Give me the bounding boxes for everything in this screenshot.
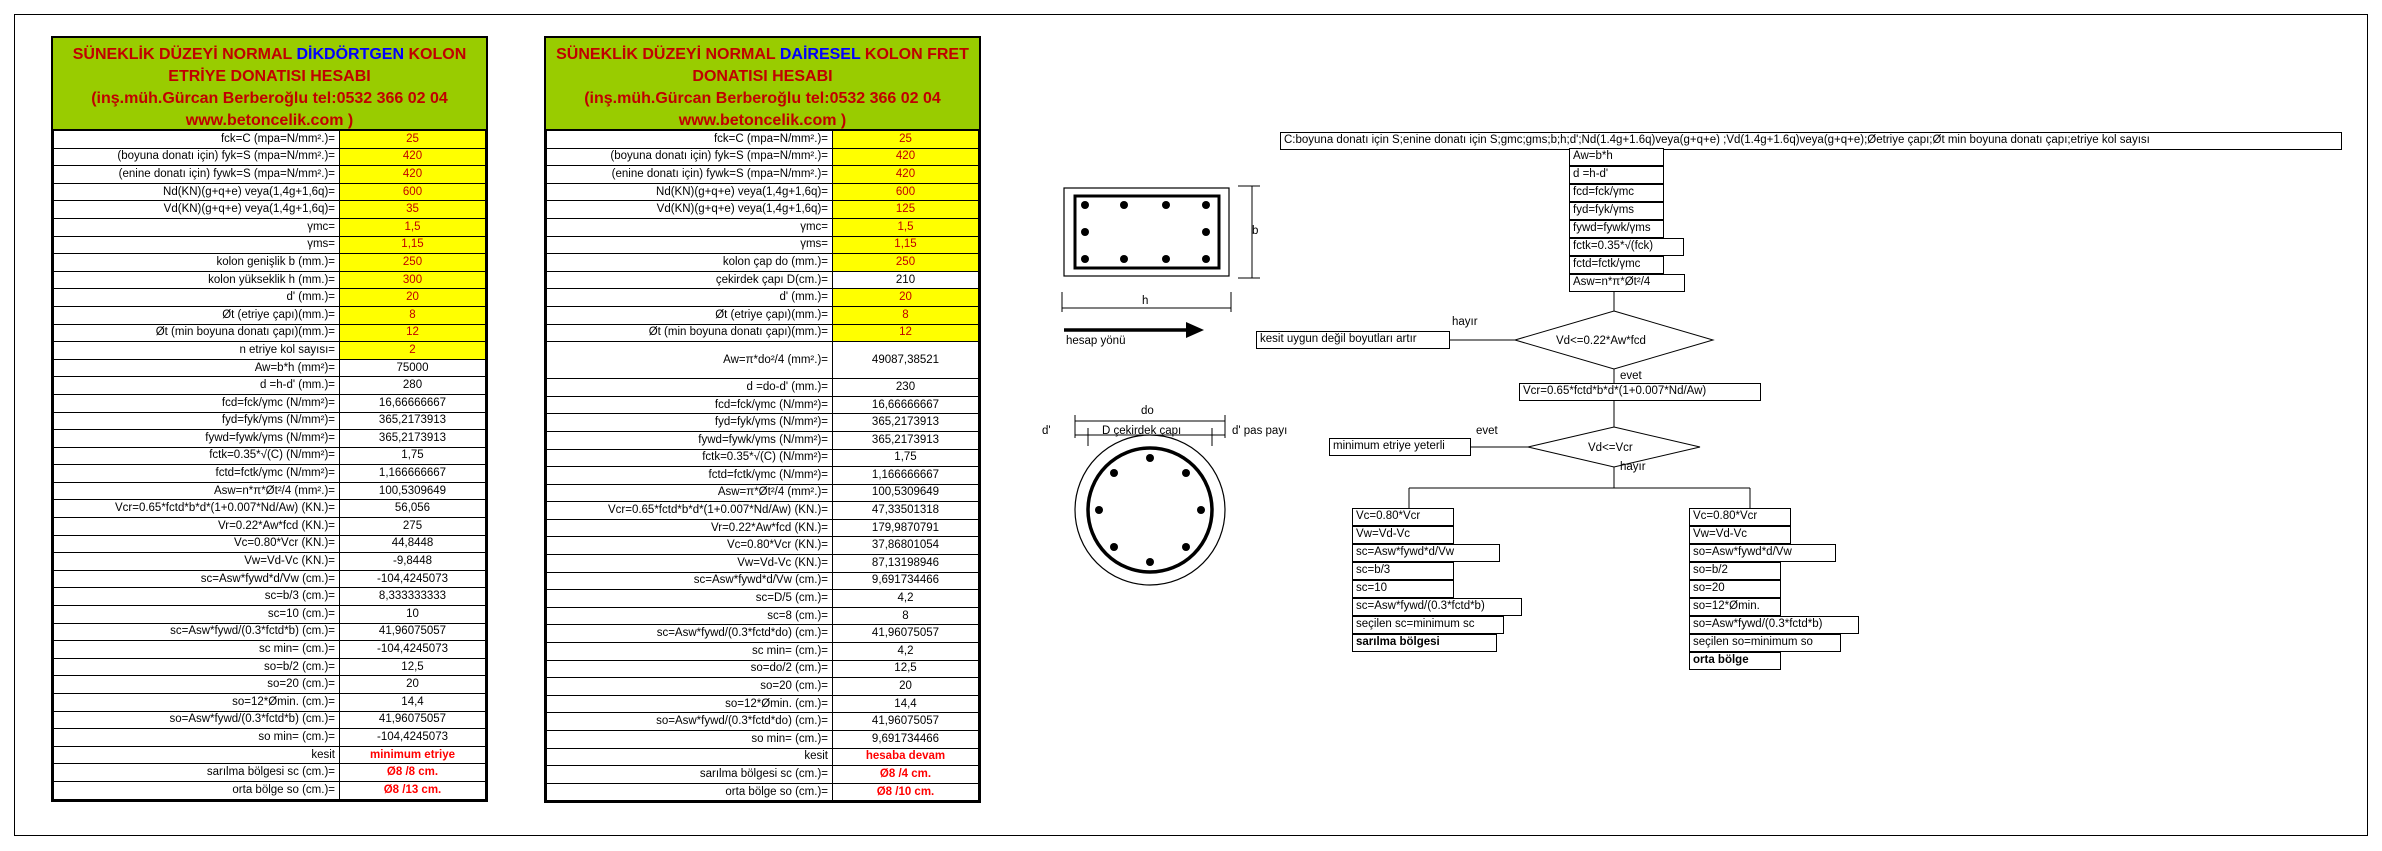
value-cell: 10 [340,606,486,624]
input-cell[interactable]: 35 [340,201,486,219]
value-cell: 12,5 [340,658,486,676]
value-cell: -104,4245073 [340,641,486,659]
row-label: Vc=0.80*Vcr (KN.)= [547,537,833,555]
input-cell[interactable]: 8 [833,306,979,324]
row-label: d' (mm.)= [547,289,833,307]
input-cell[interactable]: 600 [340,183,486,201]
row-label: so=20 (cm.)= [547,678,833,696]
input-cell[interactable]: 600 [833,183,979,201]
input-cell[interactable]: 420 [833,166,979,184]
branch-label-yes: evet [1620,370,1642,382]
website-text: www.betoncelik.com ) [678,112,847,129]
value-cell: 16,66666667 [340,394,486,412]
value-cell: 20 [340,676,486,694]
row-label: Aw=b*h (mm²)= [54,359,340,377]
value-cell: Ø8 /4 cm. [833,766,979,784]
row-label: Øt (min boyuna donatı çapı)(mm.)= [54,324,340,342]
row-label: sc=Asw*fywd/(0.3*fctd*b) (cm.)= [54,623,340,641]
value-cell: 1,75 [340,447,486,465]
row-label: sc=8 (cm.)= [547,607,833,625]
vcr-formula-box: Vcr=0.65*fctd*b*d*(1+0.007*Nd/Aw) [1519,383,1761,401]
row-label: so=Asw*fywd/(0.3*fctd*b) (cm.)= [54,711,340,729]
dim-label-h: h [1142,295,1149,307]
input-cell[interactable]: 1,5 [833,218,979,236]
row-label: d' (mm.)= [54,289,340,307]
flow-step-box: fyd=fyk/γms [1569,202,1664,220]
decision-shear-limit: Vd<=0.22*Aw*fcd [1556,335,1646,347]
flow-step-box: sc=Asw*fywd*d/Vw [1352,544,1500,562]
title-keyword: DİKDÖRTGEN [296,46,405,63]
value-cell: 1,166666667 [340,465,486,483]
input-cell[interactable]: 1,15 [340,236,486,254]
title-text: ETRİYE DONATISI HESABI [168,68,371,85]
value-cell: 275 [340,518,486,536]
row-label: orta bölge so (cm.)= [547,783,833,801]
value-cell: 44,8448 [340,535,486,553]
value-cell: 16,66666667 [833,396,979,414]
value-cell: 37,86801054 [833,537,979,555]
input-cell[interactable]: 2 [340,342,486,360]
row-label: kolon genişlik b (mm.)= [54,254,340,272]
value-cell: 56,056 [340,500,486,518]
value-cell: Ø8 /13 cm. [340,781,486,799]
row-label: Vcr=0.65*fctd*b*d*(1+0.007*Nd/Aw) (KN.)= [54,500,340,518]
title-text: DONATISI HESABI [692,68,833,85]
website-text: www.betoncelik.com ) [185,112,354,129]
value-cell: -9,8448 [340,553,486,571]
row-label: γmc= [547,218,833,236]
flow-step-box: seçilen sc=minimum sc [1352,616,1504,634]
row-label: kolon yükseklik h (mm.)= [54,271,340,289]
row-label: fcd=fck/γmc (N/mm²)= [547,396,833,414]
flow-step-box: fctd=fctk/γmc [1569,256,1664,274]
row-label: sarılma bölgesi sc (cm.)= [54,764,340,782]
row-label: fctk=0.35*√(C) (N/mm²)= [547,449,833,467]
row-label: d =h-d' (mm.)= [54,377,340,395]
row-label: (boyuna donatı için) fyk=S (mpa=N/mm².)= [54,148,340,166]
flow-step-box: Aw=b*h [1569,148,1664,166]
author-contact: (inş.müh.Gürcan Berberoğlu tel:0532 366 02 04 [584,90,941,107]
branch-label-no: hayır [1452,316,1478,328]
value-cell: 365,2173913 [340,430,486,448]
flow-step-box: sarılma bölgesi [1352,634,1497,652]
input-cell[interactable]: 25 [833,131,979,149]
value-cell: 9,691734466 [833,572,979,590]
value-cell: minimum etriye [340,746,486,764]
row-label: fyd=fyk/γms (N/mm²)= [54,412,340,430]
row-label: sc=Asw*fywd*d/Vw (cm.)= [54,570,340,588]
row-label: so=Asw*fywd/(0.3*fctd*do) (cm.)= [547,713,833,731]
value-cell: 41,96075057 [340,711,486,729]
min-stirrup-box: minimum etriye yeterli [1329,438,1471,456]
row-label: Øt (etriye çapı)(mm.)= [54,306,340,324]
flow-step-box: seçilen so=minimum so [1689,634,1841,652]
value-cell: 41,96075057 [340,623,486,641]
circular-section-sketch [1075,415,1225,585]
flow-step-box: orta bölge [1689,652,1781,670]
value-cell: 365,2173913 [833,431,979,449]
dim-label-b: b [1252,225,1259,237]
row-label: so min= (cm.)= [54,729,340,747]
row-label: sc=D/5 (cm.)= [547,590,833,608]
row-label: Øt (min boyuna donatı çapı)(mm.)= [547,324,833,342]
row-label: çekirdek çapı D(cm.)= [547,271,833,289]
row-label: fywd=fywk/γms (N/mm²)= [547,431,833,449]
row-label: Vw=Vd-Vc (KN.)= [547,555,833,573]
flow-step-box: fcd=fck/γmc [1569,184,1664,202]
row-label: d =do-d' (mm.)= [547,379,833,397]
row-label: Øt (etriye çapı)(mm.)= [547,306,833,324]
value-cell: 47,33501318 [833,502,979,520]
row-label: γms= [54,236,340,254]
value-cell: 4,2 [833,590,979,608]
input-cell[interactable]: 420 [833,148,979,166]
value-cell: 365,2173913 [833,414,979,432]
flow-step-box: so=20 [1689,580,1781,598]
title-text: SÜNEKLİK DÜZEYİ NORMAL [72,46,297,63]
value-cell: 1,75 [833,449,979,467]
row-label: fctk=0.35*√(C) (N/mm²)= [54,447,340,465]
title-text: KOLON FRET [860,46,969,63]
row-label: fctd=fctk/γmc (N/mm²)= [547,467,833,485]
section-inadequate-box: kesit uygun değil boyutları artır [1256,331,1450,349]
flow-legend: C:boyuna donatı için S;enine donatı için S;gmc;gms;b;h;d';Nd(1.4g+1.6q)veya(g+q+e) ;Vd(1.4g+1.6q)veya(g+q+e);Øetriye çapı;Øt min boyuna donatı çapı;etriye kol sayısı [1280,132,2342,150]
row-label: Nd(KN)(g+q+e) veya(1,4g+1,6q)= [54,183,340,201]
row-label: Nd(KN)(g+q+e) veya(1,4g+1,6q)= [547,183,833,201]
row-label: γmc= [54,218,340,236]
input-cell[interactable]: 250 [340,254,486,272]
flow-step-box: sc=10 [1352,580,1454,598]
row-label: sc=b/3 (cm.)= [54,588,340,606]
row-label: sc=10 (cm.)= [54,606,340,624]
value-cell: 9,691734466 [833,731,979,749]
input-cell[interactable]: 8 [340,306,486,324]
row-label: Vc=0.80*Vcr (KN.)= [54,535,340,553]
direction-label: hesap yönü [1066,335,1126,347]
value-cell: 14,4 [340,694,486,712]
row-label: so=12*Ømin. (cm.)= [54,694,340,712]
value-cell: 87,13198946 [833,555,979,573]
value-cell: Ø8 /8 cm. [340,764,486,782]
value-cell: 20 [833,678,979,696]
value-cell: 8,333333333 [340,588,486,606]
row-label: Vd(KN)(g+q+e) veya(1,4g+1,6q)= [54,201,340,219]
value-cell: 1,166666667 [833,467,979,485]
row-label: sarılma bölgesi sc (cm.)= [547,766,833,784]
dim-label-dprime: d' [1042,425,1051,437]
rect-section-sketch [1062,186,1260,338]
author-contact: (inş.müh.Gürcan Berberoğlu tel:0532 366 02 04 [91,90,448,107]
value-cell: 100,5309649 [833,484,979,502]
input-cell[interactable]: 125 [833,201,979,219]
flow-step-box: sc=Asw*fywd/(0.3*fctd*b) [1352,598,1522,616]
row-label: kesit [54,746,340,764]
row-label: Vr=0.22*Aw*fcd (KN.)= [547,519,833,537]
flow-step-box: so=12*Ømin. [1689,598,1781,616]
row-label: fck=C (mpa=N/mm².)= [54,131,340,149]
flow-step-box: Vw=Vd-Vc [1689,526,1791,544]
row-label: sc=Asw*fywd*d/Vw (cm.)= [547,572,833,590]
row-label: Vcr=0.65*fctd*b*d*(1+0.007*Nd/Aw) (KN.)= [547,502,833,520]
input-cell[interactable]: 1,5 [340,218,486,236]
row-label: Vd(KN)(g+q+e) veya(1,4g+1,6q)= [547,201,833,219]
row-label: fcd=fck/γmc (N/mm²)= [54,394,340,412]
input-cell[interactable]: 12 [833,324,979,342]
value-cell: 12,5 [833,660,979,678]
title-text: SÜNEKLİK DÜZEYİ NORMAL [556,46,780,63]
row-label: fywd=fywk/γms (N/mm²)= [54,430,340,448]
dim-label-core: D çekirdek çapı [1102,425,1182,437]
row-label: n etriye kol sayısı= [54,342,340,360]
value-cell: 49087,38521 [833,342,979,379]
value-cell: 14,4 [833,695,979,713]
value-cell: 230 [833,379,979,397]
flow-step-box: Vc=0.80*Vcr [1689,508,1791,526]
row-label: so=20 (cm.)= [54,676,340,694]
value-cell: 41,96075057 [833,713,979,731]
flow-step-box: so=b/2 [1689,562,1781,580]
flow-step-box: Vw=Vd-Vc [1352,526,1454,544]
flow-step-box: fywd=fywk/γms [1569,220,1664,238]
value-cell: 365,2173913 [340,412,486,430]
flow-step-box: so=Asw*fywd*d/Vw [1689,544,1836,562]
value-cell: 100,5309649 [340,482,486,500]
row-label: (boyuna donatı için) fyk=S (mpa=N/mm².)= [547,148,833,166]
input-cell[interactable]: 12 [340,324,486,342]
row-label: so=12*Ømin. (cm.)= [547,695,833,713]
input-cell[interactable]: 300 [340,271,486,289]
row-label: sc min= (cm.)= [547,643,833,661]
branch-label-no: hayır [1620,461,1646,473]
value-cell: -104,4245073 [340,570,486,588]
input-cell[interactable]: 25 [340,131,486,149]
row-label: so=b/2 (cm.)= [54,658,340,676]
row-label: so min= (cm.)= [547,731,833,749]
value-cell: 8 [833,607,979,625]
flow-step-box: d =h-d' [1569,166,1664,184]
input-cell[interactable]: 420 [340,148,486,166]
decision-vcr: Vd<=Vcr [1588,442,1633,454]
input-cell[interactable]: 20 [340,289,486,307]
row-label: fck=C (mpa=N/mm².)= [547,131,833,149]
value-cell: 179,9870791 [833,519,979,537]
row-label: Aw=π*do²/4 (mm².)= [547,342,833,379]
row-label: kolon çap do (mm.)= [547,254,833,272]
row-label: Vw=Vd-Vc (KN.)= [54,553,340,571]
dim-label-cover: d' pas payı [1232,425,1288,437]
value-cell: 75000 [340,359,486,377]
flow-step-box: sc=b/3 [1352,562,1454,580]
row-label: fctd=fctk/γmc (N/mm²)= [54,465,340,483]
row-label: (enine donatı için) fywk=S (mpa=N/mm².)= [547,166,833,184]
row-label: γms= [547,236,833,254]
input-cell[interactable]: 1,15 [833,236,979,254]
value-cell: 41,96075057 [833,625,979,643]
row-label: Asw=π*Øt²/4 (mm².)= [547,484,833,502]
row-label: orta bölge so (cm.)= [54,781,340,799]
value-cell: -104,4245073 [340,729,486,747]
flow-step-box: Asw=n*π*Øt²/4 [1569,274,1685,292]
input-cell[interactable]: 20 [833,289,979,307]
value-cell: hesaba devam [833,748,979,766]
title-keyword: DAİRESEL [779,46,861,63]
input-cell[interactable]: 250 [833,254,979,272]
row-label: Vr=0.22*Aw*fcd (KN.)= [54,518,340,536]
row-label: kesit [547,748,833,766]
flow-step-box: Vc=0.80*Vcr [1352,508,1454,526]
value-cell: 280 [340,377,486,395]
value-cell: 210 [833,271,979,289]
row-label: sc min= (cm.)= [54,641,340,659]
row-label: Asw=n*π*Øt²/4 (mm².)= [54,482,340,500]
value-cell: Ø8 /10 cm. [833,783,979,801]
flow-step-box: so=Asw*fywd/(0.3*fctd*b) [1689,616,1859,634]
input-cell[interactable]: 420 [340,166,486,184]
row-label: so=do/2 (cm.)= [547,660,833,678]
dim-label-do: do [1141,405,1154,417]
row-label: fyd=fyk/γms (N/mm²)= [547,414,833,432]
flow-step-box: fctk=0.35*√(fck) [1569,238,1684,256]
title-text: KOLON [404,46,467,63]
row-label: sc=Asw*fywd/(0.3*fctd*do) (cm.)= [547,625,833,643]
row-label: (enine donatı için) fywk=S (mpa=N/mm².)= [54,166,340,184]
value-cell: 4,2 [833,643,979,661]
branch-label-yes: evet [1476,425,1498,437]
